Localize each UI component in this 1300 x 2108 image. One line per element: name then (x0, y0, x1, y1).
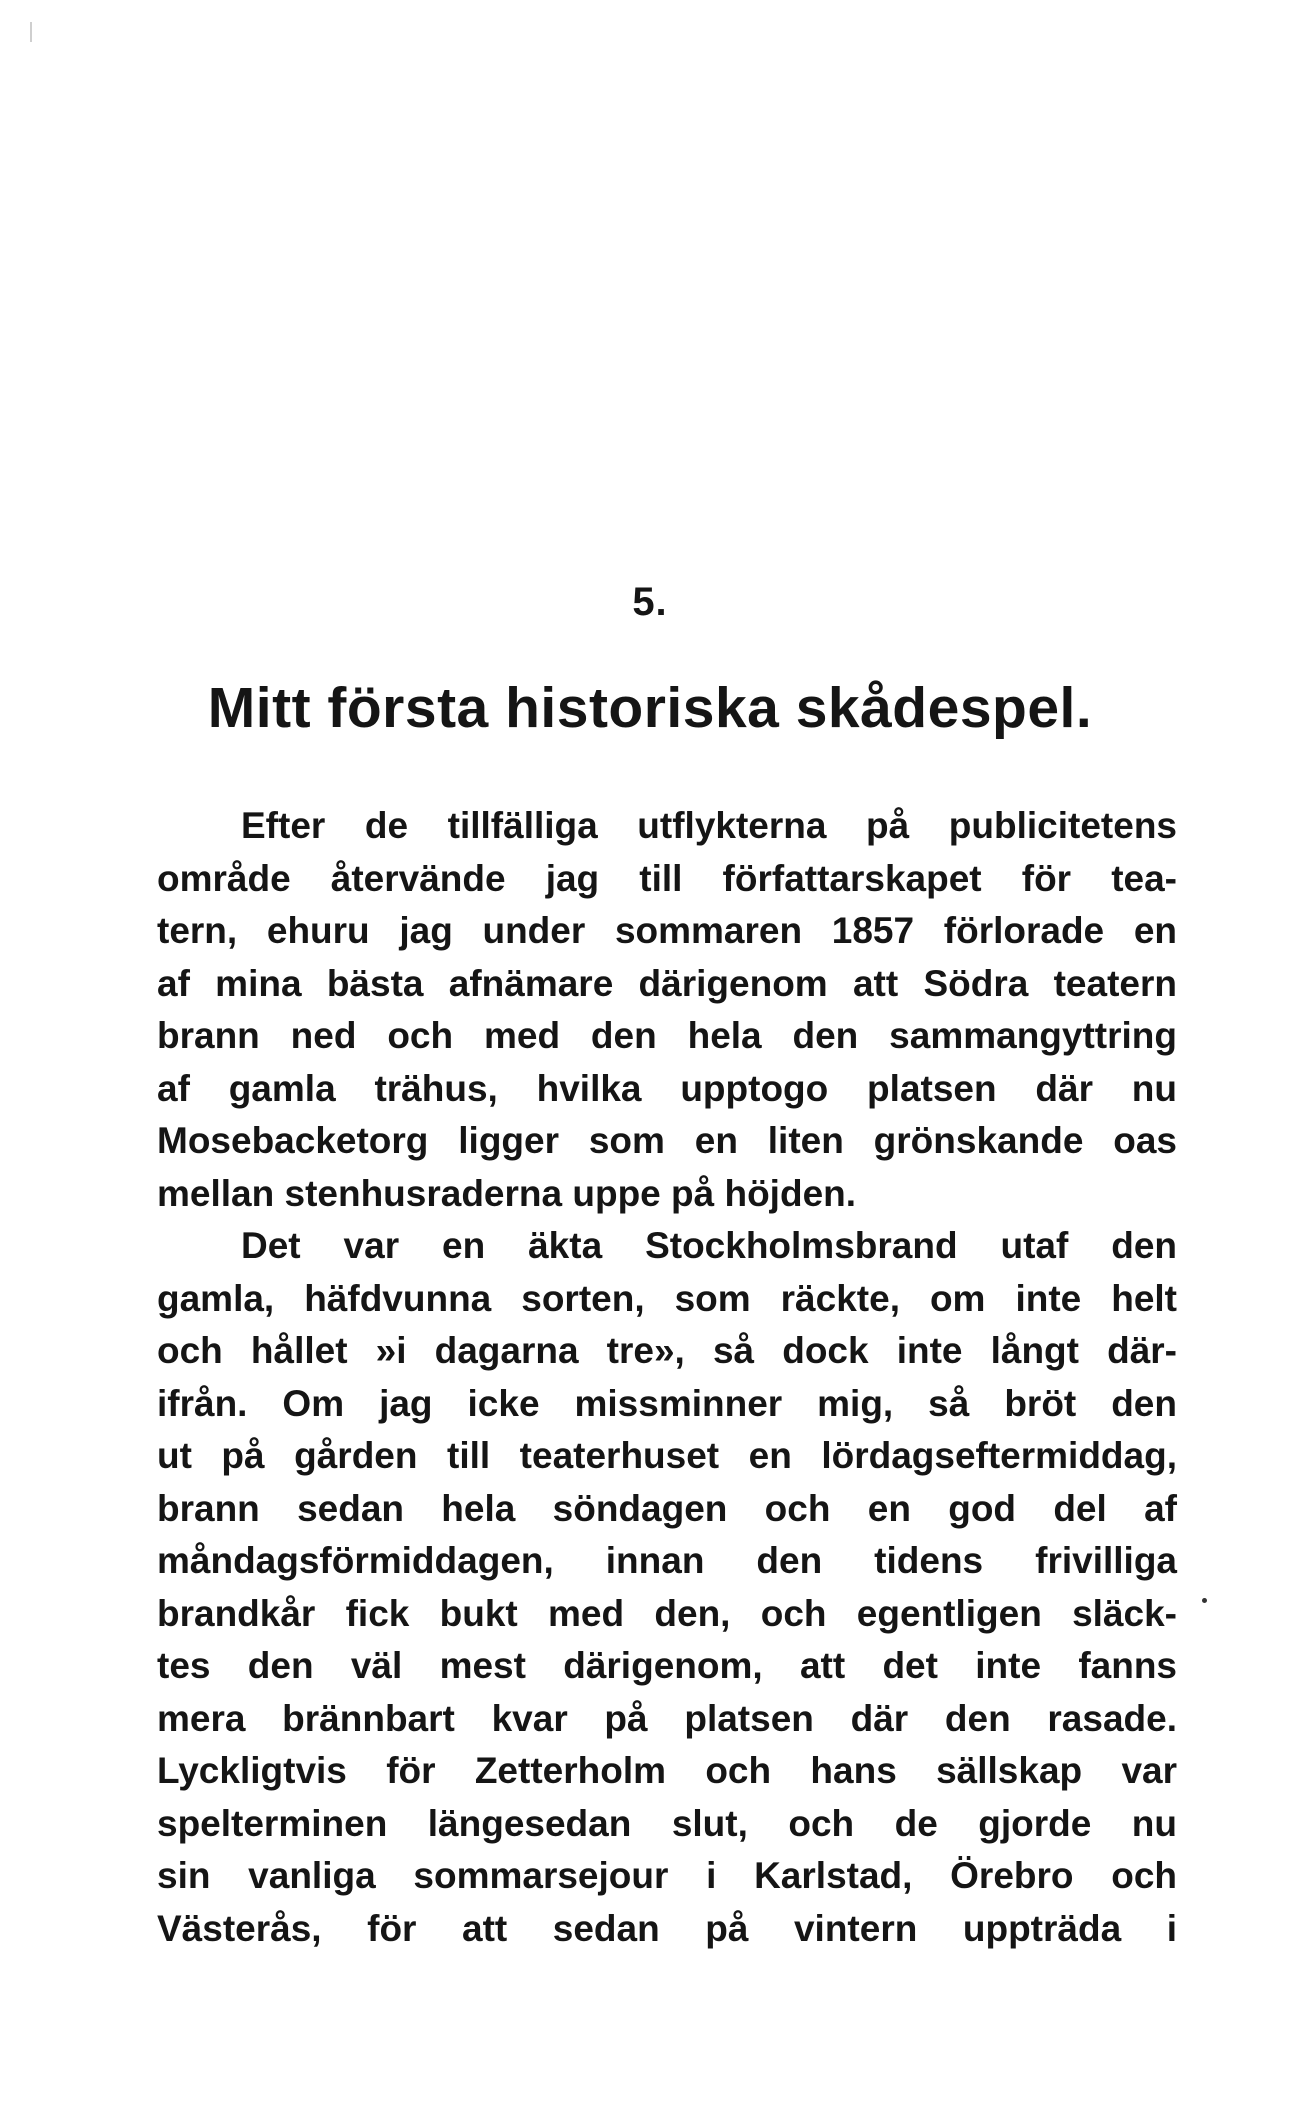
text-line: tern, ehuru jag under sommaren 1857 förlorade en (157, 910, 1177, 951)
margin-mark (30, 22, 32, 42)
text-line: brann ned och med den hela den sammangyttring (157, 1015, 1177, 1056)
text-line: Västerås, för att sedan på vintern uppträda i (157, 1907, 1177, 1949)
text-line: mellan stenhusraderna uppe på höjden. (157, 1172, 857, 1214)
text-line: Efter de tillfälliga utflykterna på publicitetens (241, 805, 1177, 846)
chapter-number: 5. (632, 580, 668, 624)
text-line: Det var en äkta Stockholmsbrand utaf den (241, 1225, 1177, 1266)
text-line: och hållet »i dagarna tre», så dock inte långt där- (157, 1330, 1177, 1371)
body-text (157, 800, 1177, 1955)
text-line: brann sedan hela söndagen och en god del af (157, 1487, 1177, 1529)
text-line: ut på gården till teaterhuset en lördagseftermiddag, (157, 1435, 1177, 1476)
text-line: spelterminen längesedan slut, och de gjorde nu (157, 1802, 1177, 1844)
text-line: sin vanliga sommarsejour i Karlstad, Örebro och (157, 1855, 1177, 1896)
text-line: af gamla trähus, hvilka upptogo platsen där nu (157, 1067, 1177, 1109)
text-line: gamla, häfdvunna sorten, som räckte, om inte helt (157, 1277, 1177, 1319)
text-line: måndagsförmiddagen, innan den tidens frivilliga (157, 1540, 1177, 1581)
text-line: område återvände jag till författarskapet för tea- (157, 857, 1177, 899)
chapter-title: Mitt första historiska skådespel. (207, 676, 1093, 740)
text-line: brandkår fick bukt med den, och egentligen släck- (157, 1592, 1177, 1634)
text-line: ifrån. Om jag icke missminner mig, så bröt den (157, 1382, 1177, 1424)
text-line: mera brännbart kvar på platsen där den rasade. (157, 1697, 1177, 1739)
text-line: Lyckligtvis för Zetterholm och hans sällskap var (157, 1750, 1177, 1791)
text-line: tes den väl mest därigenom, att det inte fanns (157, 1645, 1177, 1686)
text-line: Mosebacketorg ligger som en liten grönskande oas (157, 1120, 1177, 1161)
text-line: af mina bästa afnämare därigenom att Södra teatern (157, 962, 1177, 1004)
margin-dot (1202, 1598, 1207, 1603)
